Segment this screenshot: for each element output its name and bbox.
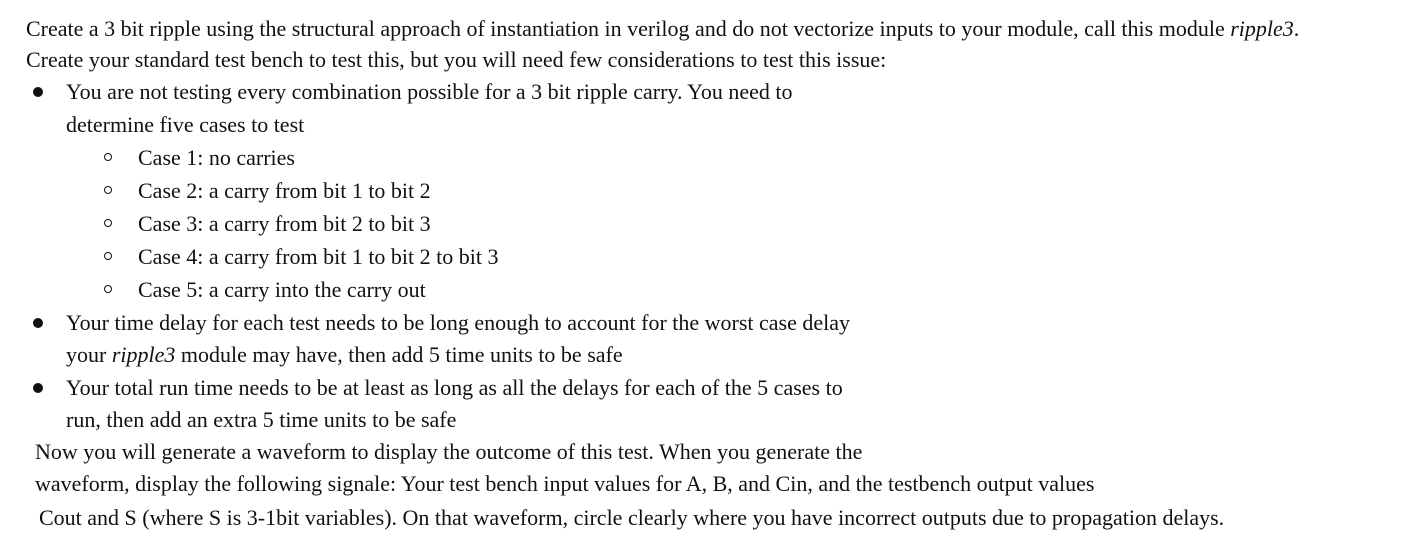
- case-2-marker: [104, 186, 112, 194]
- bullet-dot-2: [33, 318, 43, 328]
- case-5-marker: [104, 285, 112, 293]
- bullet-3-line-1: Your total run time needs to be at least as long as all the delays for each of the 5 cases to: [66, 375, 843, 400]
- intro-line-1: [26, 16, 1299, 42]
- bullet-dot-3: [33, 383, 43, 393]
- intro-line-1-suffix: .: [1293, 16, 1300, 41]
- case-1-marker: [104, 153, 112, 161]
- case-3: Case 3: a carry from bit 2 to bit 3: [138, 211, 431, 236]
- intro-line-1-text: Create a 3 bit ripple using the structural approach of instantiation in verilog and do not vectorize inputs to your module, call this module: [26, 16, 1231, 41]
- bullet-2-line-2: [66, 342, 623, 368]
- module-name-italic-2: ripple3: [111, 342, 176, 367]
- outro-line-3: Cout and S (where S is 3-1bit variables). On that waveform, circle clearly where you have incorrect outputs due to propagation delays.: [39, 505, 1225, 530]
- module-name-italic: ripple3: [1230, 16, 1294, 41]
- case-2: Case 2: a carry from bit 1 to bit 2: [138, 178, 431, 203]
- bullet-2-line-2-suffix: module may have, then add 5 time units to be safe: [175, 342, 623, 367]
- bullet-1-line-1: You are not testing every combination possible for a 3 bit ripple carry. You need to: [66, 79, 793, 104]
- bullet-dot-1: [33, 87, 43, 97]
- intro-line-2: Create your standard test bench to test this, but you will need few considerations to test this issue:: [26, 47, 887, 72]
- outro-line-1: Now you will generate a waveform to display the outcome of this test. When you generate the: [35, 439, 863, 464]
- bullet-2-line-2-prefix: your: [66, 342, 112, 367]
- bullet-2-line-1: Your time delay for each test needs to be long enough to account for the worst case delay: [66, 310, 851, 335]
- case-3-marker: [104, 219, 112, 227]
- case-4: Case 4: a carry from bit 1 to bit 2 to bit 3: [138, 244, 499, 269]
- bullet-1-line-2: determine five cases to test: [66, 112, 305, 137]
- bullet-3-line-2: run, then add an extra 5 time units to be safe: [66, 407, 457, 432]
- case-4-marker: [104, 252, 112, 260]
- case-5: Case 5: a carry into the carry out: [138, 277, 426, 302]
- outro-line-2: waveform, display the following signale: Your test bench input values for A, B, and Cin, and the testbench output values: [35, 471, 1095, 496]
- case-1: Case 1: no carries: [138, 145, 295, 170]
